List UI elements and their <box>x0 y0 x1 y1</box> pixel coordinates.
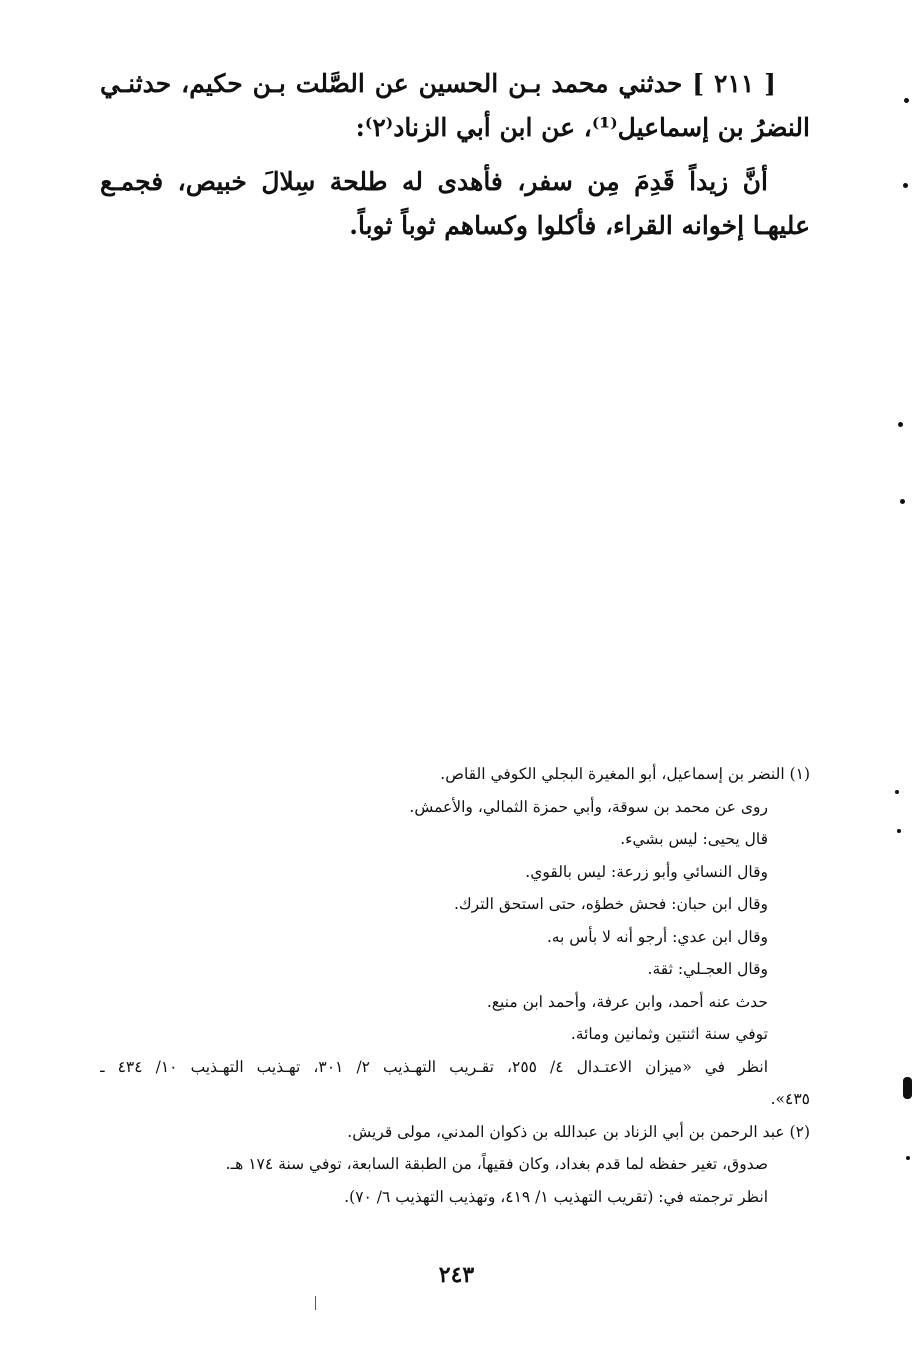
scan-speck <box>315 1296 316 1310</box>
scan-speck <box>898 422 903 427</box>
page-number: ٢٤٣ <box>438 1262 475 1288</box>
footnote-line: (١) النضر بن إسماعيل، أبو المغيرة البجلي الكوفي القاص. <box>440 765 810 783</box>
footnote-line: صدوق، تغير حفظه لما قدم بغداد، وكان فقيهاً، من الطبقة السابعة، توفي سنة ١٧٤ هـ. <box>225 1155 768 1173</box>
footnote-line: قال يحيى: ليس بشيء. <box>620 830 768 848</box>
scan-speck <box>900 499 905 504</box>
scan-speck <box>903 1077 912 1099</box>
footnote-line: وقال ابن حبان: فحش خطؤه، حتى استحق الترك. <box>453 895 768 913</box>
footnote-line: (٢) عبد الرحمن بن أبي الزناد بن عبدالله بن ذكوان المدني، مولى قريش. <box>347 1122 810 1141</box>
scan-speck <box>906 1156 910 1160</box>
footnote-1 <box>100 758 810 1116</box>
footnote-line: ٤٣٥». <box>770 1090 810 1108</box>
scan-speck <box>897 829 901 833</box>
hadith-matn: أنَّ زيداً قَدِمَ مِن سفر، فأهدى له طلحة سِلالَ خبيص، فجمـع عليهـا إخوانه القراء، فأكلوا وكساهم ثوباً ثوباً. <box>100 167 810 240</box>
footnote-line: وقال العجـلي: ثقة. <box>647 960 768 978</box>
scan-speck <box>904 98 909 103</box>
scan-speck <box>903 183 908 188</box>
scan-speck <box>895 790 899 794</box>
footnotes <box>100 758 810 1213</box>
hadith-isnad: [ ٢١١ ] حدثني محمد بـن الحسين عن الصَّلت بـن حكيم، حدثنـي النضرُ بن إسماعيل⁽¹⁾، عن ابن أبي الزناد⁽٢⁾: <box>100 69 810 142</box>
footnote-line: وقال ابن عدي: أرجو أنه لا بأس به. <box>546 927 768 946</box>
footnote-line: توفي سنة اثنتين وثمانين ومائة. <box>570 1025 768 1043</box>
footnote-line: انظر ترجمته في: (تقريب التهذيب ١/ ٤١٩، وتهذيب التهذيب ٦/ ٧٠). <box>344 1187 768 1206</box>
footnote-line: انظر في «ميزان الاعتـدال ٤/ ٢٥٥، تقـريب التهـذيب ٢/ ٣٠١، تهـذيب التهـذيب ١٠/ ٤٣٤ ـ <box>100 1057 769 1076</box>
footnote-2 <box>100 1116 810 1214</box>
footnote-line: روى عن محمد بن سوقة، وأبي حمزة الثمالي، والأعمش. <box>409 797 768 816</box>
footnote-line: وقال النسائي وأبو زرعة: ليس بالقوي. <box>525 862 768 881</box>
hadith-text <box>100 62 810 248</box>
footnote-line: حدث عنه أحمد، وابن عرفة، وأحمد ابن منيع. <box>486 992 768 1011</box>
